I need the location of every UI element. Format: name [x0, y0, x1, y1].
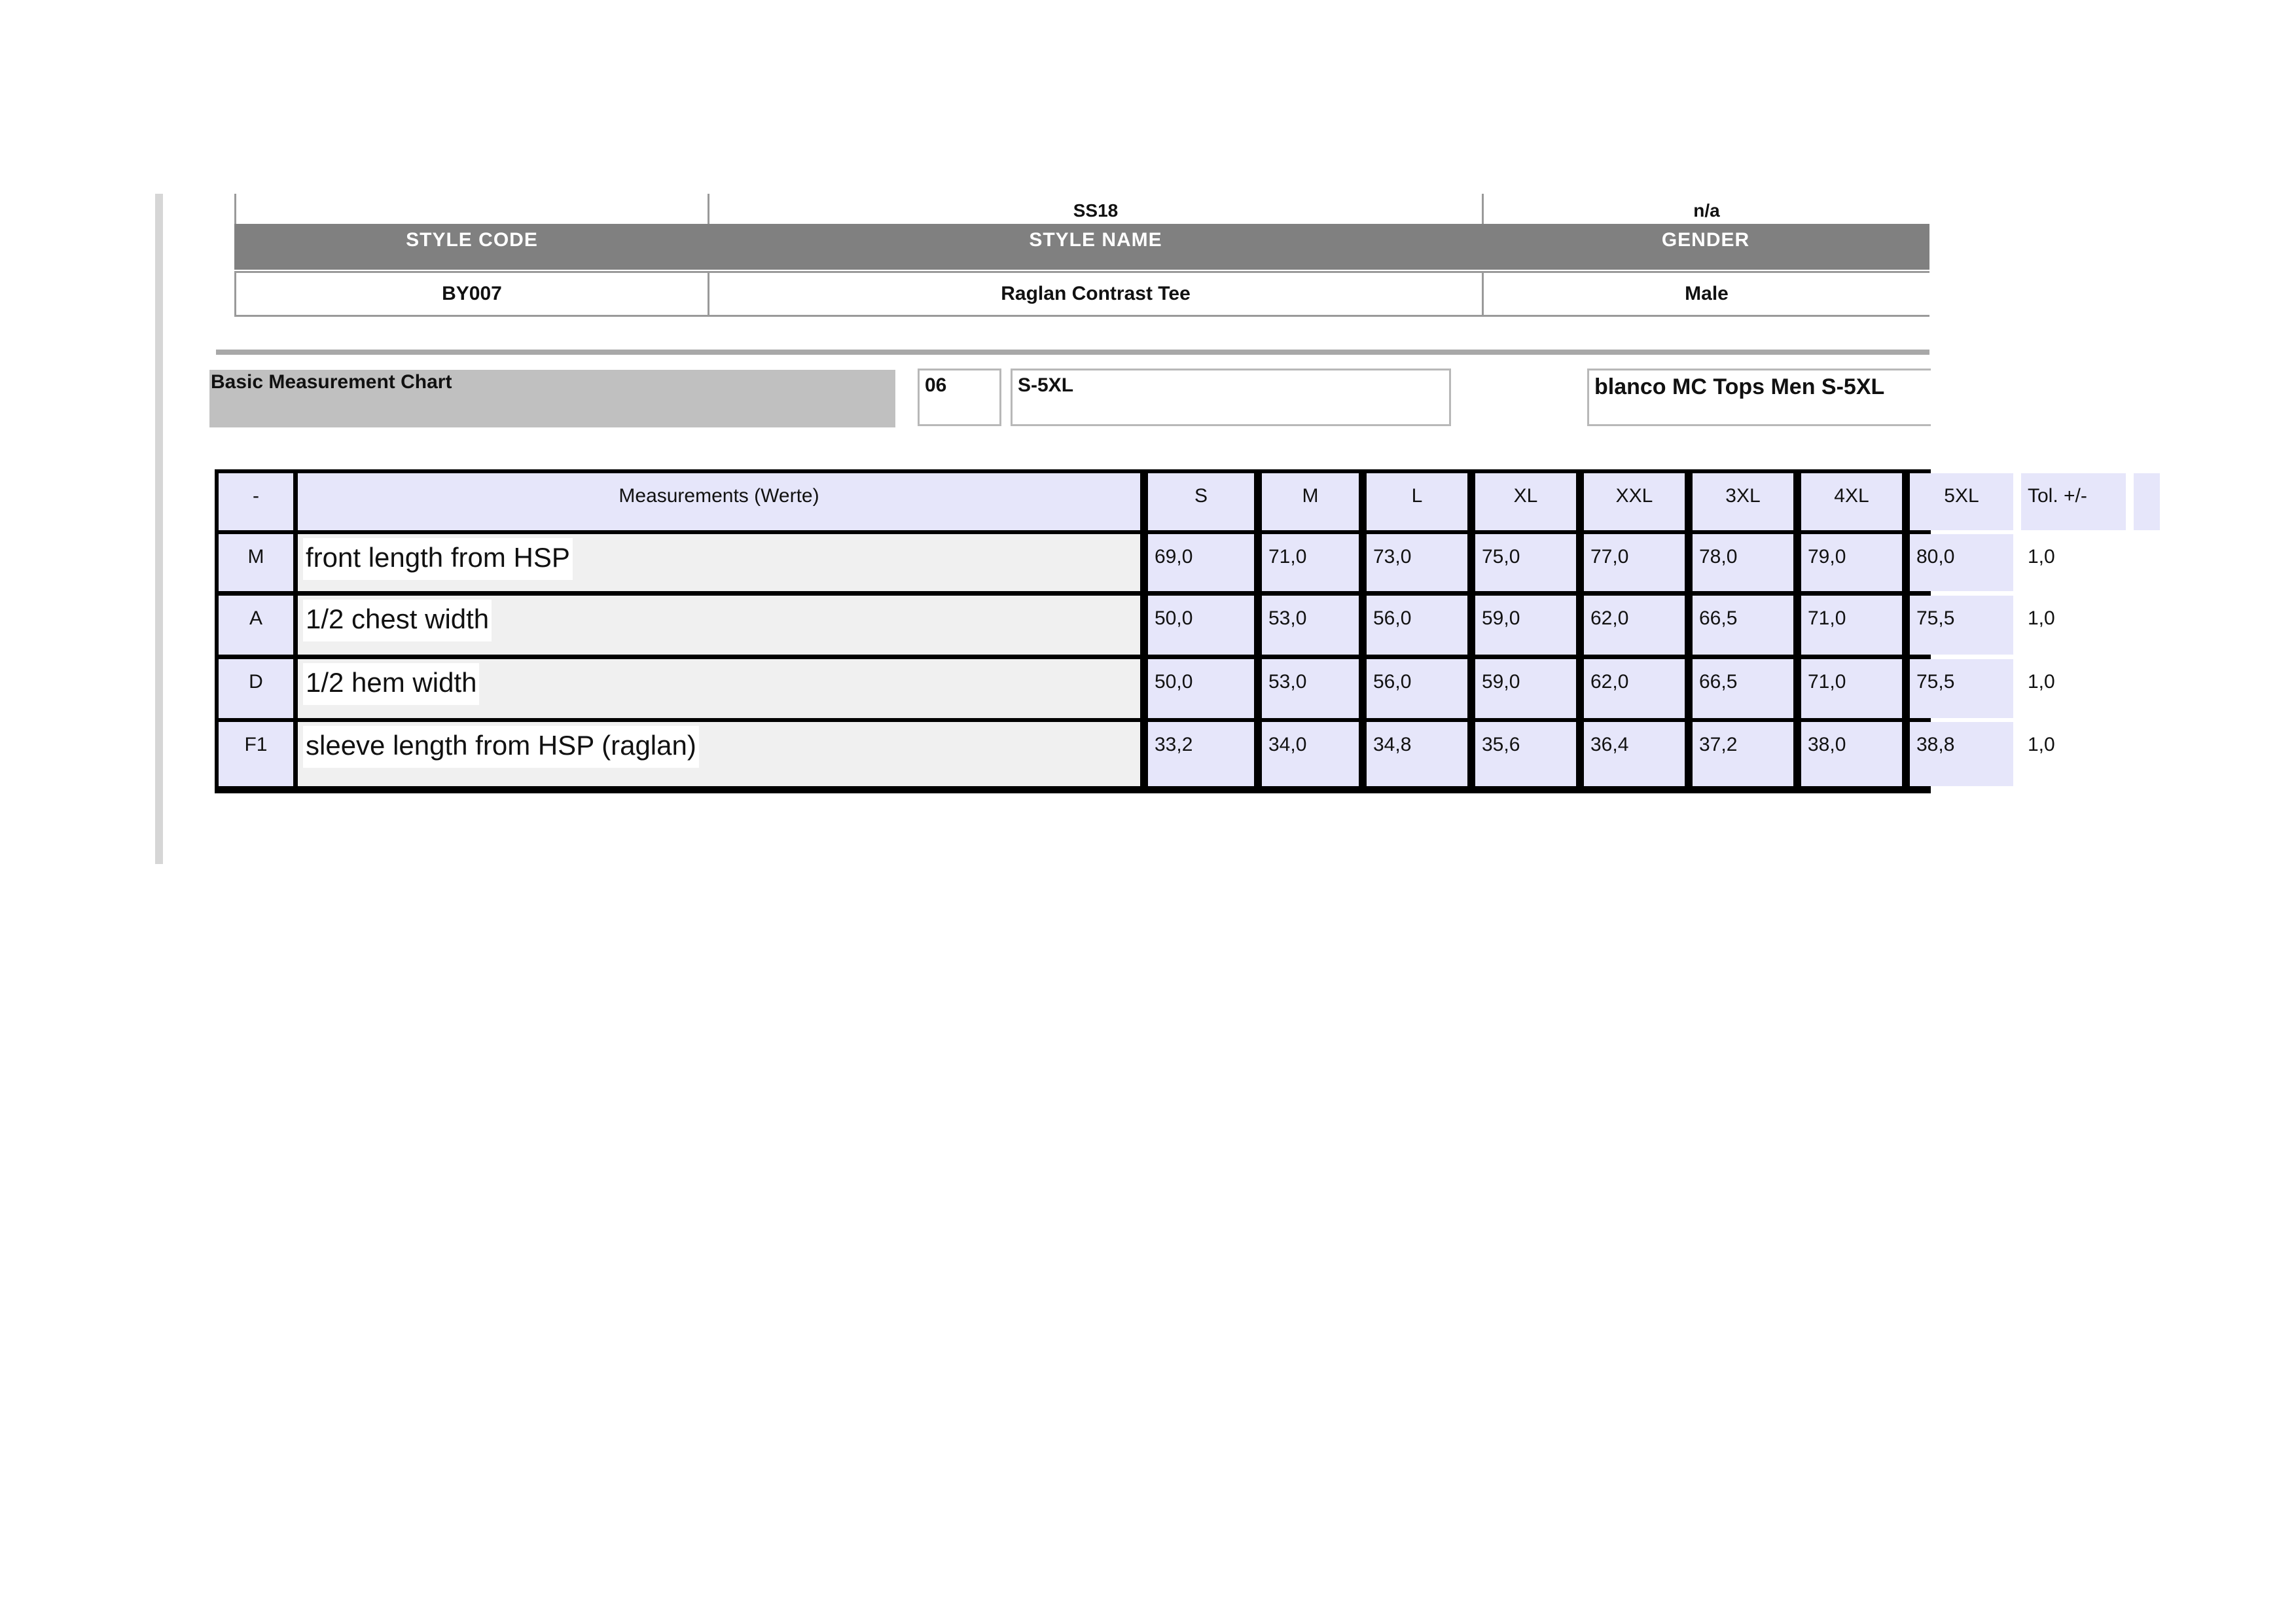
- measurement-label: sleeve length from HSP (raglan): [303, 726, 699, 768]
- size-range-box: S-5XL: [1011, 369, 1451, 426]
- tolerance-value: 1,0: [2021, 534, 2126, 591]
- tolerance-value: 1,0: [2021, 659, 2126, 718]
- measurement-value: 66,5: [1693, 659, 1793, 718]
- measurement-value: 71,0: [1262, 534, 1359, 591]
- season-value: SS18: [708, 194, 1484, 224]
- measurement-value: 71,0: [1801, 659, 1902, 718]
- measurement-value: 34,8: [1367, 722, 1467, 786]
- measurement-value: 79,0: [1801, 534, 1902, 591]
- measurement-description: [298, 596, 1140, 655]
- style-name-label: STYLE NAME: [1029, 229, 1162, 251]
- measurement-value: 56,0: [1367, 659, 1467, 718]
- measurement-value: 50,0: [1148, 596, 1254, 655]
- measurement-value: 62,0: [1584, 659, 1685, 718]
- tolerance-value: 1,0: [2021, 722, 2126, 786]
- measurement-description: [298, 659, 1140, 718]
- measurement-value: 80,0: [1910, 534, 2013, 591]
- column-header: -: [219, 473, 293, 530]
- column-header-overflow: [2134, 473, 2160, 530]
- measurement-value: 53,0: [1262, 596, 1359, 655]
- chart-title: Basic Measurement Chart: [209, 370, 895, 427]
- measurement-value: 37,2: [1693, 722, 1793, 786]
- measurement-value: 38,8: [1910, 722, 2013, 786]
- measurement-value: 56,0: [1367, 596, 1467, 655]
- measurement-label: 1/2 hem width: [303, 663, 479, 705]
- measurement-description: [298, 722, 1140, 786]
- column-header: 3XL: [1693, 473, 1793, 530]
- style-code-label: STYLE CODE: [406, 229, 538, 251]
- row-code: A: [219, 596, 293, 655]
- column-header: Tol. +/-: [2021, 473, 2126, 530]
- measurement-value: 75,5: [1910, 659, 2013, 718]
- header-top-cell-3: n/a: [1482, 194, 1929, 224]
- measurement-label: 1/2 chest width: [303, 600, 492, 641]
- column-header: XL: [1475, 473, 1576, 530]
- measurement-value: 78,0: [1693, 534, 1793, 591]
- measurement-value: 75,5: [1910, 596, 2013, 655]
- tolerance-value: 1,0: [2021, 596, 2126, 655]
- measurement-value: 69,0: [1148, 534, 1254, 591]
- template-box: blanco MC Tops Men S-5XL: [1587, 369, 1931, 426]
- measurement-value: 34,0: [1262, 722, 1359, 786]
- measurement-value: 53,0: [1262, 659, 1359, 718]
- measurement-label: front length from HSP: [303, 538, 573, 580]
- measurement-value: 33,2: [1148, 722, 1254, 786]
- page-margin-bar: [155, 194, 163, 864]
- column-header: S: [1148, 473, 1254, 530]
- column-header: 5XL: [1910, 473, 2013, 530]
- row-code: M: [219, 534, 293, 591]
- row-code: D: [219, 659, 293, 718]
- style-name-value: Raglan Contrast Tee: [708, 271, 1484, 317]
- measurement-value: 75,0: [1475, 534, 1576, 591]
- style-code-value: BY007: [234, 271, 709, 317]
- measurement-table: [215, 469, 2087, 793]
- measurement-value: 36,4: [1584, 722, 1685, 786]
- measurement-value: 73,0: [1367, 534, 1467, 591]
- gender-value: Male: [1482, 271, 1929, 317]
- column-header: L: [1367, 473, 1467, 530]
- header-top-cell-1: [234, 194, 709, 224]
- column-header: Measurements (Werte): [298, 473, 1140, 530]
- measurement-value: 62,0: [1584, 596, 1685, 655]
- measurement-value: 35,6: [1475, 722, 1576, 786]
- measurement-value: 66,5: [1693, 596, 1793, 655]
- measurement-value: 77,0: [1584, 534, 1685, 591]
- measurement-value: 50,0: [1148, 659, 1254, 718]
- column-header: 4XL: [1801, 473, 1902, 530]
- gender-label: GENDER: [1661, 229, 1750, 251]
- column-header: M: [1262, 473, 1359, 530]
- column-header: XXL: [1584, 473, 1685, 530]
- section-divider: [216, 350, 1929, 355]
- measurement-description: [298, 534, 1140, 591]
- measurement-value: 59,0: [1475, 596, 1576, 655]
- size-code-box: 06: [918, 369, 1001, 426]
- measurement-value: 59,0: [1475, 659, 1576, 718]
- measurement-value: 38,0: [1801, 722, 1902, 786]
- measurement-value: 71,0: [1801, 596, 1902, 655]
- row-code: F1: [219, 722, 293, 786]
